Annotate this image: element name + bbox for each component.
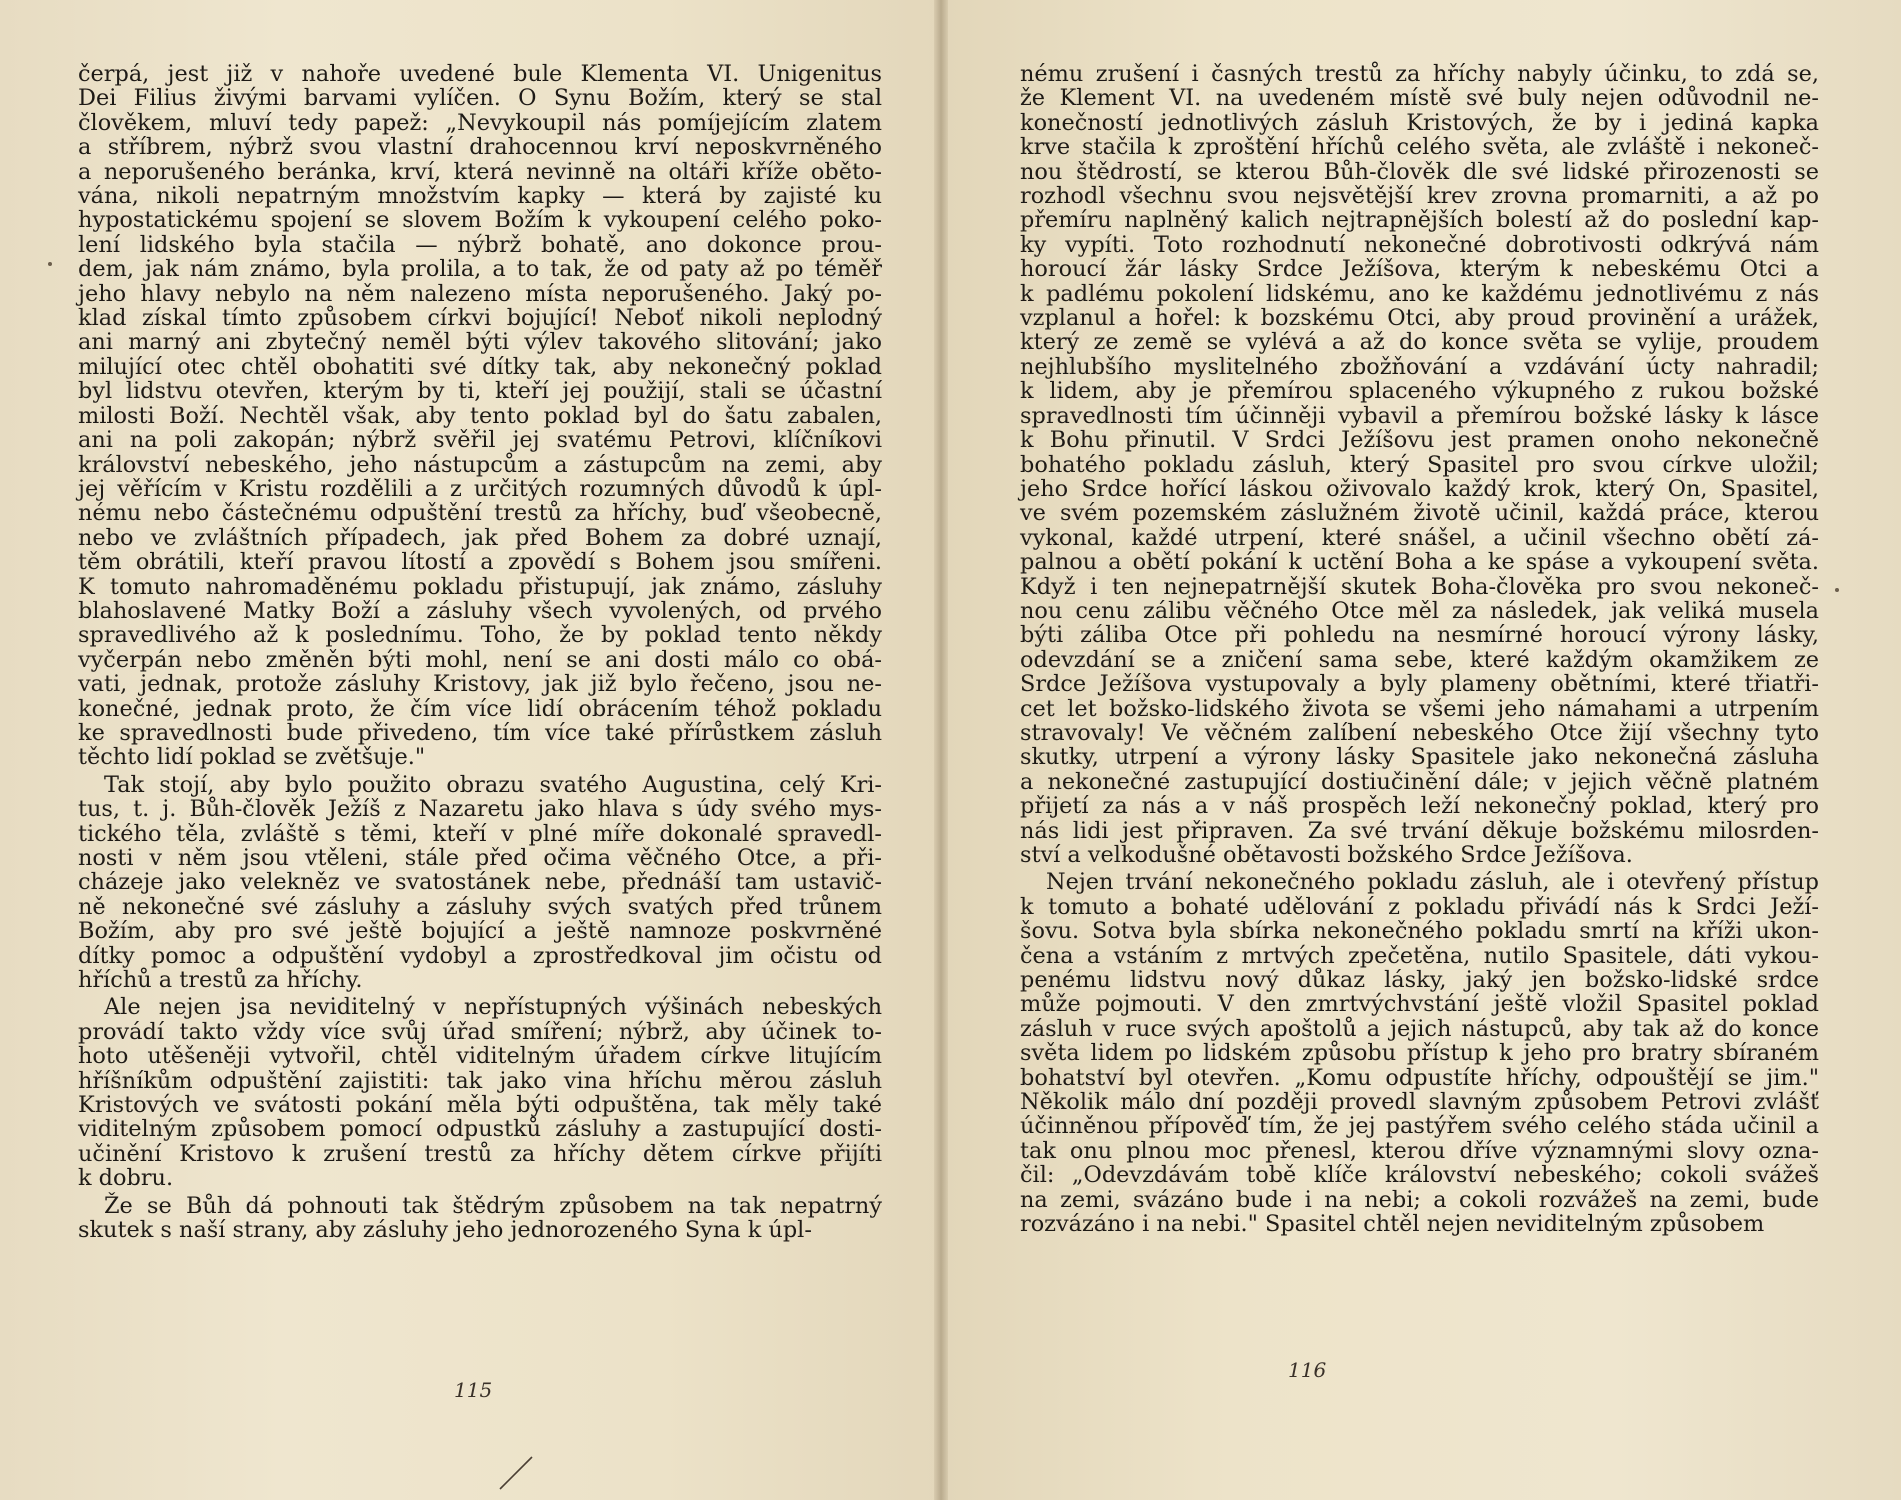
text-line: vána, nikoli nepatrným množstvím kapky — která by zajisté ku (78, 183, 882, 210)
text-line: byl lidstvu otevřen, kterým by ti, kteří jej použijí, stali se účastní (78, 378, 882, 405)
page-number-left: 115 (454, 1378, 493, 1402)
text-line: čil: „Odevzdávám tobě klíče království nebeského; cokoli svážeš (1020, 1162, 1819, 1189)
text-line: vzplanul a hořel: k bozskému Otci, aby proud provinění a urážek, (1020, 305, 1819, 332)
text-line: klad získal tímto způsobem církvi bojující! Neboť nikoli neplodný (78, 305, 882, 332)
text-line: a nekonečné zastupující dostiučinění dále; v jejich věčně platném (1020, 768, 1819, 795)
text-line: těchto lidí poklad se zvětšuje." (78, 744, 426, 771)
text-line: blahoslavené Matky Boží a zásluhy všech vyvolených, od prvého (78, 597, 882, 624)
text-line: Ale nejen jsa neviditelný v nepřístupných výšinách nebeských (104, 994, 882, 1021)
text-line: vyčerpán nebo změněn býti mohl, není se ani dosti málo co obá- (78, 646, 882, 673)
text-line: horoucí žár lásky Srdce Ježíšova, kterým k nebeskému Otci a (1020, 256, 1819, 283)
text-line: odevzdání se a zničení sama sebe, které každým okamžikem ze (1020, 646, 1819, 673)
text-line: který ze země se vylévá a až do konce světa se vylije, proudem (1020, 329, 1819, 356)
text-line: lení lidského byla stačila — nýbrž bohatě, ano dokonce prou- (78, 231, 882, 258)
pen-stroke-mark (496, 1455, 536, 1491)
text-line: čena a vstáním z mrtvých zpečetěna, nutilo Spasitele, dáti vykou- (1020, 942, 1819, 969)
text-line: na zemi, svázáno bude i na nebi; a cokoli rozvážeš na zemi, bude (1020, 1186, 1819, 1213)
right-page-text (1020, 62, 1819, 1237)
text-line: nou cenu zálibu věčného Otce měl za následek, jak veliká musela (1020, 597, 1819, 624)
text-line: k Bohu přinutil. V Srdci Ježíšovu jest pramen onoho nekonečně (1020, 427, 1819, 454)
text-line: hříšníkům odpuštění zajistiti: tak jako vina hříchu měrou zásluh (78, 1067, 882, 1094)
margin-speck (48, 262, 52, 266)
text-line: nému zrušení i časných trestů za hříchy nabyly účinku, to zdá se, (1020, 61, 1819, 87)
text-line: tického těla, zvláště s těmi, kteří v plné míře dokonalé spravedl- (78, 820, 882, 847)
text-line: zásluh v ruce svých apoštolů a jejich nástupců, aby tak až do konce (1020, 1015, 1819, 1042)
text-line: vykonal, každé utrpení, které snášel, a učinil všechno obětí zá- (1020, 524, 1819, 551)
text-line: Nejen trvání nekonečného pokladu zásluh, ale i otevřený přístup (1046, 869, 1819, 896)
text-line: Že se Bůh dá pohnouti tak štědrým způsobem na tak nepatrný (104, 1192, 882, 1219)
text-line: rozhodl všechnu svou nejsvětější krev zrovna promarniti, a až po (1020, 183, 1819, 210)
text-line: ani marný ani zbytečný neměl býti výlev takového slitování; jako (78, 329, 882, 356)
text-line: konečností jednotlivých zásluh Kristových, že by i jediná kapka (1020, 109, 1819, 136)
text-line: hypostatickému spojení se slovem Božím k vykoupení celého poko- (78, 207, 882, 234)
left-page-text (78, 62, 882, 1243)
text-line: penému lidstvu nový důkaz lásky, jaký jen božsko-lidské srdce (1020, 967, 1819, 994)
text-line: Dei Filius živými barvami vylíčen. O Synu Božím, který se stal (78, 85, 882, 112)
text-line: hoto utěšeněji vytvořil, chtěl viditelným úřadem církve litujícím (78, 1043, 882, 1070)
text-line: nás lidi jest připraven. Za své trvání děkuje božskému milosrden- (1020, 817, 1819, 844)
text-line: rozvázáno i na nebi." Spasitel chtěl nejen neviditelným způsobem (1020, 1211, 1765, 1238)
text-line: k padlému pokolení lidskému, ano ke každému jednotlivému z nás (1020, 280, 1819, 307)
text-line: hříchů a trestů za hříchy. (78, 967, 363, 994)
text-line: království nebeského, jeho nástupcům a zástupcům na zemi, aby (78, 451, 882, 478)
text-line: ně nekonečné své zásluhy a zásluhy svých svatých před trůnem (78, 893, 882, 920)
text-line: palnou a obětí pokání k uctění Boha a ke spáse a vykoupení světa. (1020, 549, 1819, 576)
left-page (0, 0, 940, 1500)
text-line: šovu. Sotva byla sbírka nekonečného pokladu smrtí na kříži ukon- (1020, 918, 1819, 945)
text-line: nejhlubšího myslitelného zbožňování a vzdávání úcty nahradil; (1020, 353, 1819, 380)
text-line: Kristových ve svátosti pokání měla býti odpuštěna, tak měly také (78, 1092, 882, 1119)
text-line: ství a velkodušné obětavosti božského Srdce Ježíšova. (1020, 842, 1633, 868)
text-line: k dobru. (78, 1165, 174, 1192)
text-line: Několik málo dní později provedl slavným způsobem Petrovi zvlášť (1020, 1089, 1819, 1116)
text-line: čerpá, jest již v nahoře uvedené bule Klementa VI. Unigenitus (78, 61, 882, 87)
text-line: ky vypíti. Toto rozhodnutí nekonečné dobrotivosti odkrývá nám (1020, 231, 1819, 258)
text-line: býti záliba Otce při pohledu na nesmírné horoucí výrony lásky, (1020, 622, 1819, 649)
text-line: k lidem, aby je přemírou splaceného výkupného z rukou božské (1020, 378, 1819, 405)
text-line: milosti Boží. Nechtěl však, aby tento poklad byl do šatu zabalen, (78, 402, 882, 429)
text-line: krve stačila k zproštění hříchů celého světa, ale zvláště i nekoneč- (1020, 134, 1819, 161)
text-line: ke spravedlnosti bude přivedeno, tím více také přírůstkem zásluh (78, 719, 882, 746)
page-number-right: 116 (1288, 1358, 1327, 1382)
text-line: učinění Kristovo k zrušení trestů za hříchy dětem církve přijíti (78, 1140, 882, 1167)
text-line: nému nebo částečnému odpuštění trestů za hříchy, buď všeobecně, (78, 500, 882, 527)
text-line: bohatství byl otevřen. „Komu odpustíte hříchy, odpouštějí se jim." (1020, 1064, 1819, 1091)
margin-speck (1835, 588, 1839, 592)
text-line: a neporušeného beránka, krví, která nevinně na oltáři kříže oběto- (78, 158, 882, 185)
text-line: skutek s naší strany, aby zásluhy jeho jednorozeného Syna k úpl- (78, 1217, 812, 1244)
text-line: účinněnou přípověď tím, že jej pastýřem svého celého stáda učinil a (1020, 1113, 1819, 1140)
text-line: může pojmouti. V den zmrtvýchvstání ještě vložil Spasitel poklad (1020, 991, 1819, 1018)
text-line: stravovaly! Ve věčném zalíbení nebeského Otce žijí všechny tyto (1020, 719, 1819, 746)
text-line: nou štědrostí, se kterou Bůh-člověk dle své lidské přirozenosti se (1020, 158, 1819, 185)
text-line: světa lidem po lidském způsobu přístup k jeho pro bratry sbíraném (1020, 1040, 1819, 1067)
text-line: přemíru naplněný kalich nejtrapnějších bolestí až do poslední kap- (1020, 207, 1819, 234)
text-line: cházeje jako velekněz ve svatostánek nebe, přednáší tam ustavič- (78, 869, 882, 896)
text-line: spravedlivého až k poslednímu. Toho, že by poklad tento někdy (78, 622, 882, 649)
text-line: provádí takto vždy více svůj úřad smíření; nýbrž, aby účinek to- (78, 1018, 882, 1045)
text-line: přijetí za nás a v náš prospěch leží nekonečný poklad, který pro (1020, 793, 1819, 820)
book-gutter (934, 0, 948, 1500)
text-line: jeho hlavy nebylo na něm nalezeno místa neporušeného. Jaký po- (78, 280, 882, 307)
text-line: jej věřícím v Kristu rozdělili a z určitých rozumných důvodů k úpl- (78, 475, 882, 502)
text-line: těm obrátili, kteří pravou lítostí a zpovědí s Bohem jsou smířeni. (78, 549, 882, 576)
text-line: Tak stojí, aby bylo použito obrazu svatého Augustina, celý Kri- (104, 771, 882, 798)
text-line: viditelným způsobem pomocí odpustků zásluhy a zastupující dosti- (78, 1116, 882, 1143)
text-line: Božím, aby pro své ještě bojující a ještě namnoze poskvrněné (78, 918, 882, 945)
text-line: a stříbrem, nýbrž svou vlastní drahocennou krví neposkvrněného (78, 134, 882, 161)
text-line: nebo ve zvláštních případech, jak před Bohem za dobré uznají, (78, 524, 882, 551)
text-line: bohatého pokladu zásluh, který Spasitel pro svou církve uložil; (1020, 451, 1819, 478)
text-line: tus, t. j. Bůh-člověk Ježíš z Nazaretu jako hlava s údy svého mys- (78, 796, 882, 823)
text-line: dítky pomoc a odpuštění vydobyl a zprostředkoval jim očistu od (78, 942, 882, 969)
text-line: dem, jak nám známo, byla prolila, a to tak, že od paty až po téměř (78, 256, 882, 283)
text-line: tak onu plnou moc přenesl, kterou dříve významnými slovy ozna- (1020, 1137, 1819, 1164)
text-line: k tomuto a bohaté udělování z pokladu přivádí nás k Srdci Ježí- (1020, 893, 1819, 920)
text-line: ani na poli zakopán; nýbrž svěřil jej svatému Petrovi, klíčníkovi (78, 427, 882, 454)
text-line: nosti v něm jsou vtěleni, stále před očima věčného Otce, a při- (78, 845, 882, 871)
text-line: K tomuto nahromaděnému pokladu přistupují, jak známo, zásluhy (78, 573, 882, 600)
text-line: ve svém pozemském záslužném životě učinil, každá práce, kterou (1020, 500, 1819, 527)
text-line: Když i ten nejnepatrnější skutek Boha-člověka pro svou nekoneč- (1020, 573, 1819, 600)
text-line: jeho Srdce hořící láskou oživovalo každý krok, který On, Spasitel, (1020, 475, 1819, 502)
text-line: skutky, utrpení a výrony lásky Spasitele jako nekonečná zásluha (1020, 744, 1819, 771)
text-line: cet let božsko-lidského života se všemi jeho námahami a utrpením (1020, 695, 1819, 722)
right-page (940, 0, 1901, 1500)
text-line: že Klement VI. na uvedeném místě své buly nejen odůvodnil ne- (1020, 85, 1819, 112)
text-line: milující otec chtěl obohatiti své dítky tak, aby nekonečný poklad (78, 353, 882, 380)
text-line: člověkem, mluví tedy papež: „Nevykoupil nás pomíjejícím zlatem (78, 109, 882, 136)
text-line: vati, jednak, protože zásluhy Kristovy, jak již bylo řečeno, jsou ne- (78, 671, 882, 698)
text-line: spravedlnosti tím účinněji vybavil a přemírou božské lásky k lásce (1020, 402, 1819, 429)
text-line: Srdce Ježíšova vystupovaly a byly plameny obětními, které třiatři- (1020, 671, 1819, 698)
text-line: konečné, jednak proto, že čím více lidí obrácením téhož pokladu (78, 695, 882, 722)
